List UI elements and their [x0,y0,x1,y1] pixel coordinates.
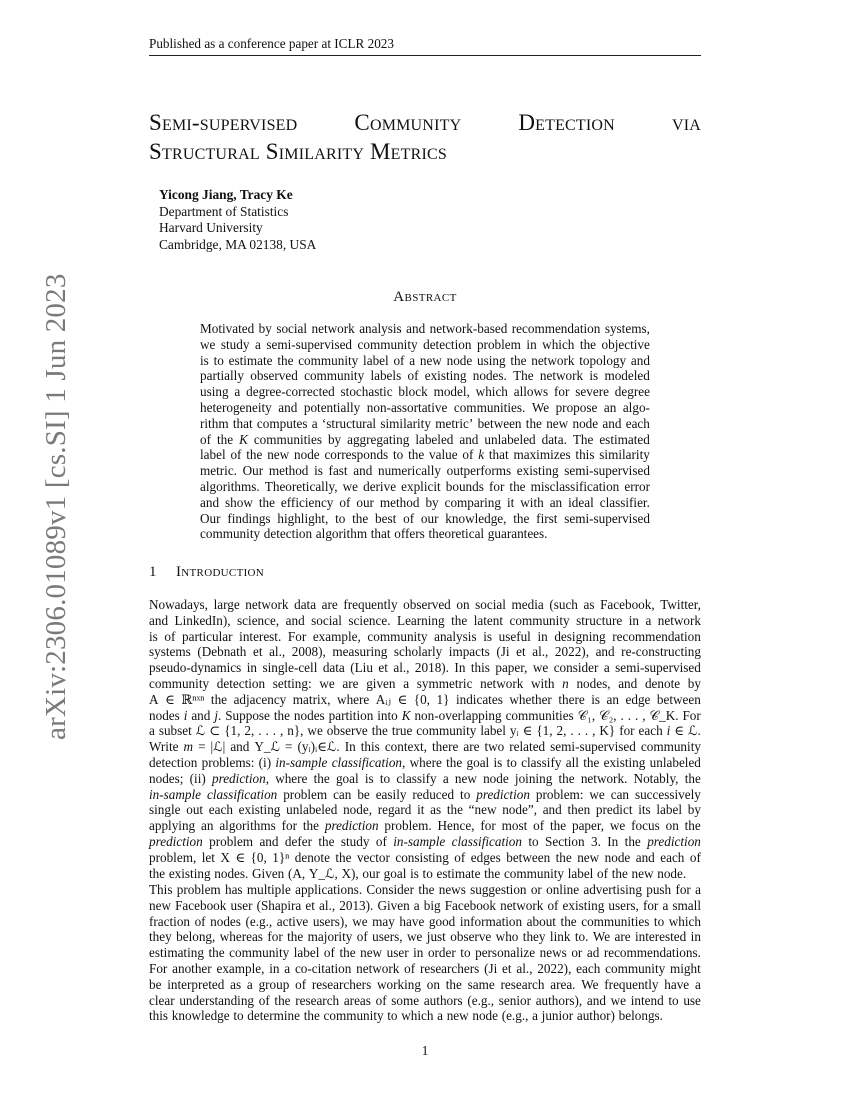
text-line: we study a semi-supervised community detection problem in which the objective [200,336,650,352]
arxiv-stamp: arXiv:2306.01089v1 [cs.SI] 1 Jun 2023 [40,273,72,740]
text-line: and show the efficiency of our method by comparing it with an ideal classifier. [200,494,650,510]
author-department: Department of Statistics [159,203,289,219]
text-line: heterogeneity and potentially non-assortative communities. We propose an algo- [200,399,650,415]
text-line: Motivated by social network analysis and network-based recommendation systems, [200,321,650,336]
section-number: 1 [149,564,157,580]
section-heading-introduction [149,564,264,581]
text-line: detection problems: (i) in-sample classification, where the goal is to classify all the existing unlabeled [149,754,701,770]
intro-paragraph-2 [149,882,701,1024]
text-line: problem, let X ∈ {0, 1}ⁿ denote the vector consisting of edges between the new node and each of [149,849,701,865]
text-line: a subset ℒ ⊂ {1, 2, . . . , n}, we observe the true community label yᵢ ∈ {1, 2, . . . , K} for each i ∈ ℒ. [149,723,701,739]
text-line: metric. Our method is fast and numerically outperforms existing semi-supervised [200,463,650,479]
text-line: they belong, whereas for the majority of users, we just observe who they link to. We are interested in [149,929,701,945]
page-number: 1 [421,1043,429,1058]
text-line: algorithms. Theoretically, we derive explicit bounds for the misclassification error [200,478,650,494]
text-line: applying an algorithms for the prediction problem. Hence, for most of the paper, we focus on the [149,818,701,834]
text-line: For another example, in a co-citation network of researchers (Ji et al., 2022), each community might [149,960,701,976]
title-line-1 [149,108,701,137]
text-line: Nowadays, large network data are frequently observed on social media (such as Facebook, Twitter, [149,597,701,612]
author-block [159,187,316,253]
text-line: clear understanding of the research areas of some authors (e.g., senior authors), and we intend to use [149,992,701,1008]
author-address: Cambridge, MA 02138, USA [159,236,317,252]
author-names: Yicong Jiang, Tracy Ke [159,187,293,202]
text-line: partially observed community labels of existing nodes. The network is modeled [200,368,650,384]
header-rule [149,55,701,56]
text-line: A ∈ ℝⁿˣⁿ the adjacency matrix, where Aᵢⱼ ∈ {0, 1} indicates whether there is an edge between [149,691,701,707]
text-line: community detection algorithm that offers theoretical guarantees. [200,526,548,542]
text-line: nodes i and j. Suppose the nodes partition into K non-overlapping communities 𝒞₁, 𝒞₂, . . . , 𝒞_K. For [149,707,701,723]
text-line: using a degree-corrected stochastic block model, which allows for severe degree [200,384,650,400]
text-line: nodes; (ii) prediction, where the goal is to classify a new node joining the network. Notably, the [149,770,701,786]
text-line: fraction of nodes (e.g., active users), we may have good information about the communities to which [149,913,701,929]
paper-title [149,108,701,166]
text-line: Our findings highlight, to the best of our knowledge, the first semi-supervised [200,510,650,526]
text-line: and LinkedIn), science, and social science. Learning the latent community structure in a network [149,612,701,628]
author-university: Harvard University [159,220,263,235]
text-line: new Facebook user (Shapira et al., 2013). Given a big Facebook network of existing users, for a small [149,897,701,913]
title-word: Community [354,110,462,135]
text-line: the existing nodes. Given (A, Y_ℒ, X), our goal is to estimate the community label of the new node. [149,865,687,881]
abstract-heading: Abstract [393,289,457,305]
text-line: of the K communities by aggregating labeled and unlabeled data. The estimated [200,431,650,447]
title-word: Semi-supervised [149,110,298,135]
text-line: community detection setting: we are given a symmetric network with n nodes, and denote by [149,675,701,691]
text-line: be interpreted as a group of researchers working on the same research area. We frequently have a [149,976,701,992]
text-line: is of particular interest. For example, community analysis is useful in designing recommendation [149,628,701,644]
section-title: Introduction [176,564,265,580]
text-line: in-sample classification problem can be easily reduced to prediction problem: we can successively [149,786,701,802]
text-line: label of the new node corresponds to the value of k that maximizes this similarity [200,447,650,463]
text-line: this knowledge to determine the community to which a new node (e.g., a junior author) belongs. [149,1008,663,1024]
title-line-2: Structural Similarity Metrics [149,139,447,164]
intro-paragraph-1 [149,597,701,881]
title-word: via [671,110,701,135]
text-line: prediction problem and defer the study of in-sample classification to Section 3. In the prediction [149,833,701,849]
running-header: Published as a conference paper at ICLR 2023 [149,36,394,51]
text-line: estimating the community label of the new user in order to personalize news or ad recommendations. [149,945,701,961]
text-line: single out each existing unlabeled node, regard it as the “new node”, and then predict its label by [149,802,701,818]
title-word: Detection [518,110,615,135]
text-line: systems (Debnath et al., 2008), measuring scholarly impacts (Ji et al., 2022), and re-constructing [149,644,701,660]
abstract-body [200,321,650,542]
text-line: pseudo-dynamics in single-cell data (Liu et al., 2018). In this paper, we consider a semi-supervised [149,660,701,676]
text-line: rithm that computes a ‘structural similarity metric’ between the new node and each [200,415,650,431]
text-line: is to estimate the community label of a new node using the network topology and [200,352,650,368]
text-line: This problem has multiple applications. Consider the news suggestion or online advertising push for a [149,882,701,897]
text-line: Write m = |ℒ| and Y_ℒ = (yᵢ)ᵢ∈ℒ. In this context, there are two related semi-supervised community [149,739,701,755]
